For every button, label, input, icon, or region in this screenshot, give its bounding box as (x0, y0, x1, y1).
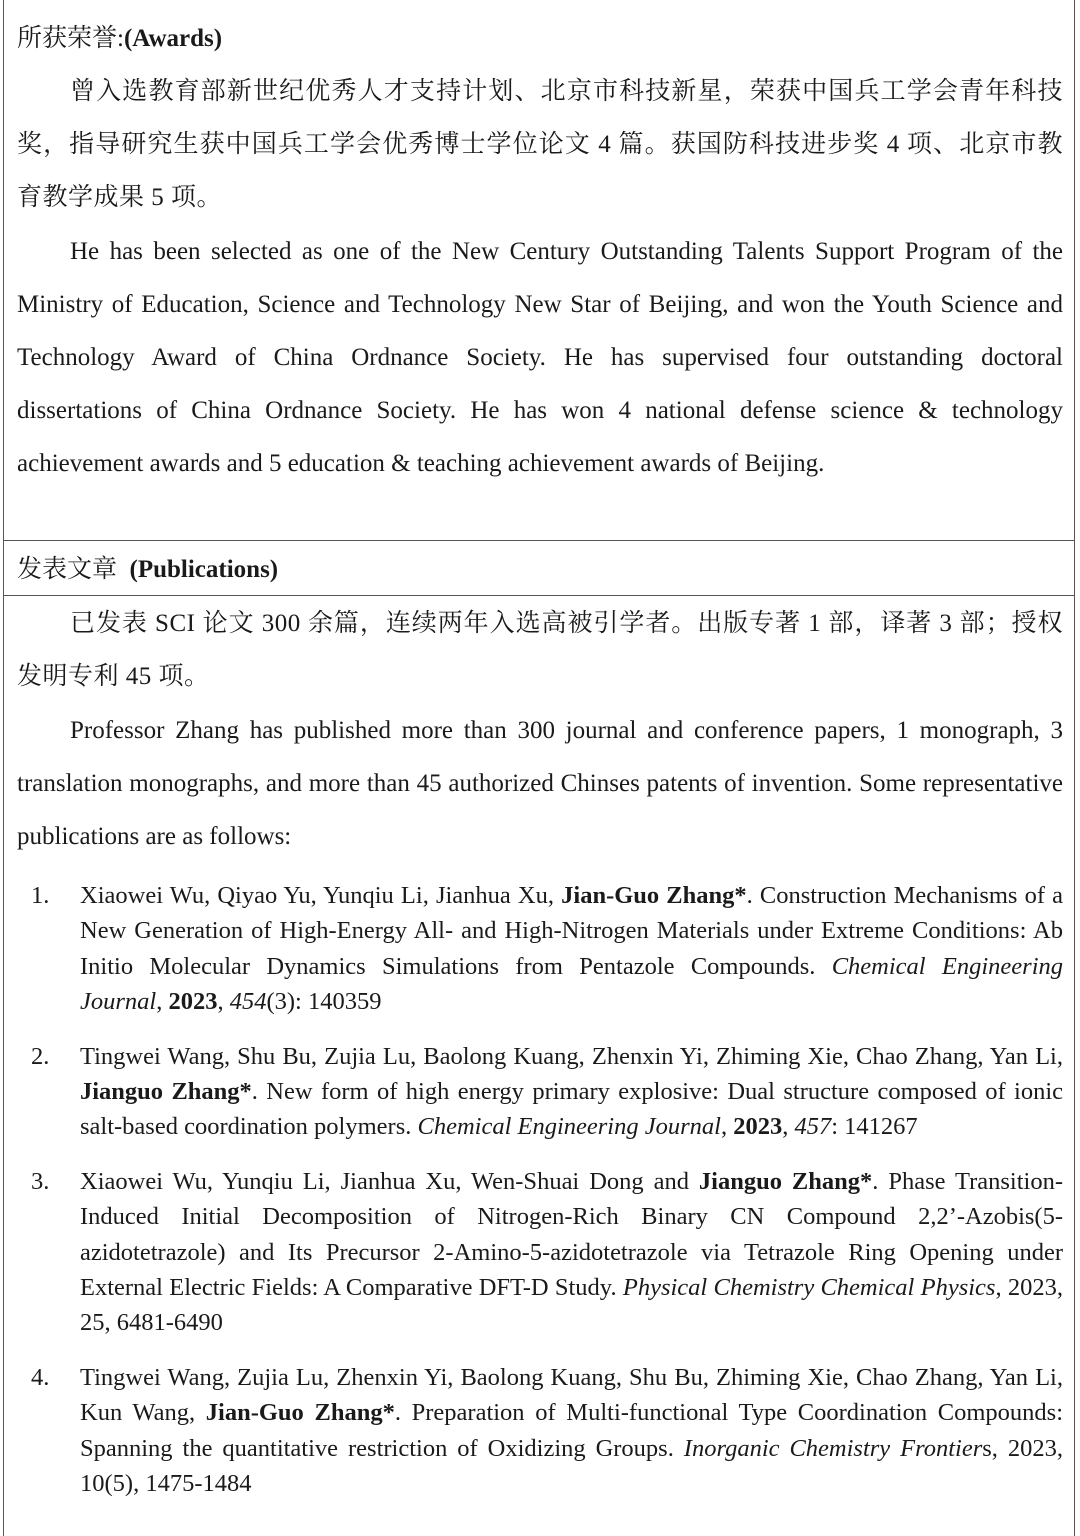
awards-heading: 所获荣誉:(Awards) (17, 25, 223, 52)
publication-item: 2. Tingwei Wang, Shu Bu, Zujia Lu, Baolong Kuang, Zhenxin Yi, Zhiming Xie, Chao Zhang, Yan Li, Jianguo Zhang*. New form of high energy primary explosive: Dual structure composed of ionic salt-based coordination polymers. Chemical Engineering Journal, 2023, 457: 141267 (31, 1042, 1063, 1141)
row-divider (3, 595, 1075, 596)
corresponding-author: Jianguo Zhang* (698, 1168, 873, 1196)
journal-name: Inorganic Chemistry Frontier (683, 1434, 983, 1462)
awards-paragraph-chinese: 曾入选教育部新世纪优秀人才支持计划、北京市科技新星，荣获中国兵工学会青年科技奖，指导研究生获中国兵工学会优秀博士学位论文 4 篇。获国防科技进步奖 4 项、北京市教育教学成果 5 项。 (17, 78, 1063, 211)
row-divider (3, 540, 1075, 541)
journal-name: Chemical Engineering Journal (417, 1113, 721, 1141)
publications-heading: 发表文章 (Publications) (17, 556, 279, 583)
corresponding-author: Jian-Guo Zhang* (561, 882, 747, 909)
publications-paragraph-english: Professor Zhang has published more than 300 journal and conference papers, 1 monograph, 3 translation monographs, and more than 45 authorized Chinses patents of invention. Some representative publications are as follows: (17, 717, 1063, 850)
publication-item: 4. Tingwei Wang, Zujia Lu, Zhenxin Yi, Baolong Kuang, Shu Bu, Zhiming Xie, Chao Zhang, Yan Li, Kun Wang, Jian-Guo Zhang*. Preparation of Multi-functional Type Coordination Compounds: Spanning the quantitative restriction of Oxidizing Groups. Inorganic Chemistry Frontiers, 2023, 10(5), 1475-1484 (31, 1364, 1063, 1497)
publication-item: 1. Xiaowei Wu, Qiyao Yu, Yunqiu Li, Jianhua Xu, Jian-Guo Zhang*. Construction Mechanisms of a New Generation of High-Energy All- and High-Nitrogen Materials under Extreme Conditions: Ab Initio Molecular Dynamics Simulations from Pentazole Compounds. Chemical Engineering Journal, 2023, 454(3): 140359 (31, 882, 1064, 1015)
publications-paragraph-chinese: 已发表 SCI 论文 300 余篇，连续两年入选高被引学者。出版专著 1 部，译著 3 部；授权发明专利 45 项。 (17, 610, 1063, 690)
awards-paragraph-english: He has been selected as one of the New Century Outstanding Talents Support Program of the Ministry of Education, Science and Technology New Star of Beijing, and won the Youth Science and Technology Award of China Ordnance Society. He has supervised four outstanding doctoral dissertations of China Ordnance Society. He has won 4 national defense science & technology achievement awards and 5 education & teaching achievement awards of Beijing. (17, 238, 1063, 477)
journal-name: Chemical Engineering Journal (80, 952, 1064, 1015)
journal-name: Physical Chemistry Chemical Physics (622, 1273, 996, 1301)
publication-item: 3. Xiaowei Wu, Yunqiu Li, Jianhua Xu, Wen-Shuai Dong and Jianguo Zhang*. Phase Transition-Induced Initial Decomposition of Nitrogen-Rich Binary CN Compound 2,2’-Azobis(5-azidotetrazole) and Its Precursor 2-Amino-5-azidotetrazole via Tetrazole Ring Opening under External Electric Fields: A Comparative DFT-D Study. Physical Chemistry Chemical Physics, 2023, 25, 6481-6490 (31, 1168, 1064, 1337)
corresponding-author: Jianguo Zhang* (80, 1077, 252, 1105)
corresponding-author: Jian-Guo Zhang* (205, 1399, 395, 1427)
publication-list (17, 878, 1063, 1521)
